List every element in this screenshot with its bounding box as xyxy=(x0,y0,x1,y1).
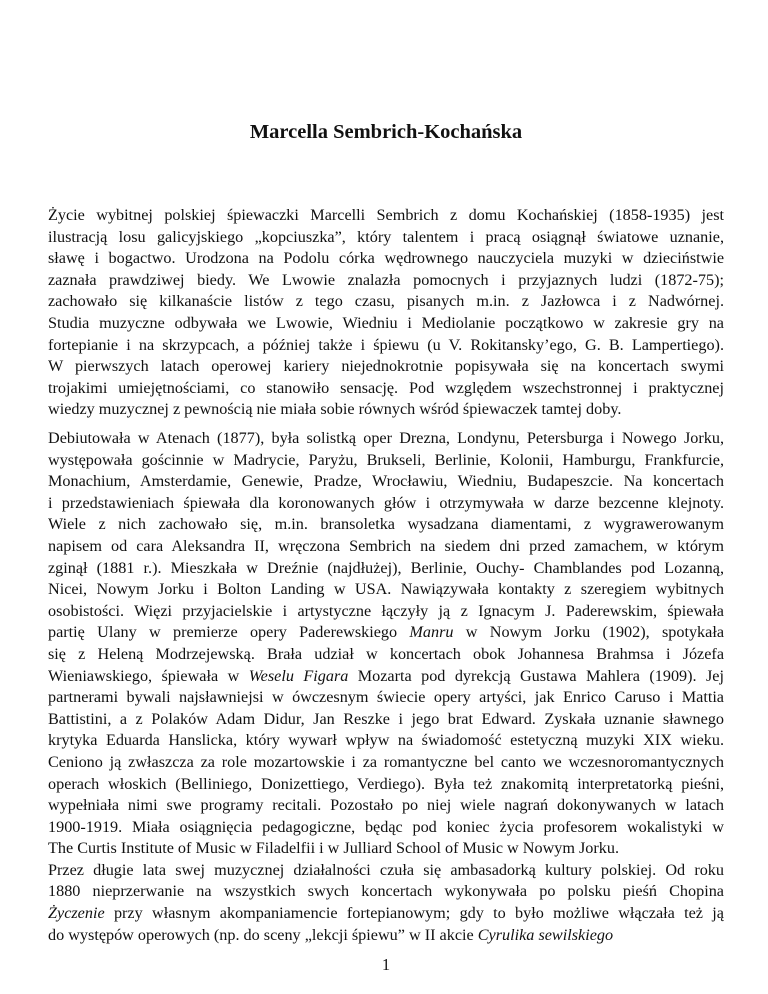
text-line: 1880 nieprzerwanie na wszystkich swych koncertach wykonywała po polsku pieśń Chopina xyxy=(48,882,724,901)
text-line: i przedstawieniach śpiewała dla koronowanych głów i otrzymywała w darze bezcenne klejnoty. xyxy=(48,493,724,512)
text-line xyxy=(48,903,724,925)
page-number: 1 xyxy=(381,955,391,974)
text-line: wiedzy muzycznej z pewnością nie miała sobie równych wśród śpiewaczek tamtej doby. xyxy=(48,400,622,419)
text-line: napisem od cara Aleksandra II, wręczona Sembrich na siedem dni przed zamachem, w którym xyxy=(48,536,724,555)
text-line: zachowało się kilkanaście listów z tego czasu, pisanych m.in. z Jazłowca i z Nadwórnej. xyxy=(48,292,724,311)
text-line: Nicei, Nowym Jorku i Bolton Landing w USA. Nawiązywała kontakty z szeregiem wybitnych xyxy=(48,580,724,599)
text-line: trojakimi umiejętnościami, co stanowiło sensację. Pod względem wszechstronnej i praktycznej xyxy=(48,378,724,397)
text-run: Wieniawskiego, śpiewała w xyxy=(48,666,249,685)
text-line: osobistości. Więzi przyjacielskie i artystyczne łączyły ją z Ignacym J. Paderewskim, śpiewała xyxy=(48,601,724,620)
text-line: partnerami bywali najsławniejsi w ówczesnym świecie opery artyści, jak Enrico Caruso i Mattia xyxy=(48,688,724,707)
text-line: The Curtis Institute of Music w Filadelfii i w Julliard School of Music w Nowym Jorku. xyxy=(48,839,620,858)
text-line: Studia muzyczne odbywała we Lwowie, Wiedniu i Mediolanie początkowo w zakresie gry na xyxy=(48,313,724,332)
text-line: W pierwszych latach operowej kariery niejednokrotnie popisywała się na koncertach swymi xyxy=(48,357,724,376)
text-line: wypełniała nimi swe programy recitali. Pozostało po niej wiele nagrań dokonywanych w latach xyxy=(48,796,724,815)
text-line: Battistini, a z Polaków Adam Didur, Jan Reszke i jego brat Edward. Zyskała uznanie sławnego xyxy=(48,709,724,728)
text-line: fortepianie i na skrzypcach, a później także i śpiewu (u V. Rokitansky’ego, G. B. Lampertiego). xyxy=(48,335,724,354)
text-line: zginął (1881 r.). Mieszkała w Dreźnie (najdłużej), Berlinie, Ouchy- Chamblandes pod Lozanną, xyxy=(48,558,724,577)
song-title-zyczenie: Życzenie xyxy=(48,904,105,923)
text-run: przy własnym akompaniamencie fortepianowym; gdy to było możliwe włączała też ją xyxy=(104,904,724,923)
text-line: Debiutowała w Atenach (1877), była solistką oper Drezna, Londynu, Petersburga i Nowego Jorku, xyxy=(48,429,724,447)
text-line: się z Heleną Modrzejewską. Brała udział w koncertach obok Johannesa Brahmsa i Józefa xyxy=(48,644,724,663)
text-line xyxy=(48,666,724,688)
text-line: Ceniono ją zwłaszcza za role mozartowskie i za romantyczne bel canto we wczesnoromantycznych xyxy=(48,752,724,771)
paragraph-intro xyxy=(48,205,724,421)
text-line xyxy=(48,622,724,644)
text-line: Życie wybitnej polskiej śpiewaczki Marcelli Sembrich z domu Kochańskiej (1858-1935) jest xyxy=(48,206,724,224)
text-run: partię Ulany w premierze opery Paderewskiego xyxy=(48,623,410,642)
opera-title-wesele-figara: Weselu Figara xyxy=(248,666,349,685)
text-line: Przez długie lata swej muzycznej działalności czuła się ambasadorką kultury polskiej. Od roku xyxy=(48,860,724,879)
text-line: Wiele z nich zachowało się, m.in. bransoletka wysadzana diamentami, z wygrawerowanym xyxy=(48,515,724,534)
text-run: w Nowym Jorku (1902), spotykała xyxy=(453,623,724,642)
text-line: ilustracją losu galicyjskiego „kopciuszka”, który talentem i pracą osiągnął światowe uznanie, xyxy=(48,227,724,246)
text-line: występowała gościnnie w Madrycie, Paryżu, Brukseli, Berlinie, Kolonii, Hamburgu, Frankfurcie, xyxy=(48,450,724,469)
paragraph-career xyxy=(48,428,724,946)
text-run: Mozarta pod dyrekcją Gustawa Mahlera (1909). Jej xyxy=(348,666,724,685)
page-title: Marcella Sembrich-Kochańska xyxy=(249,121,523,143)
text-line xyxy=(48,925,724,947)
text-line: operach włoskich (Belliniego, Donizettiego, Verdiego). Była też znakomitą interpretatorką pieśni, xyxy=(48,774,724,793)
document-page xyxy=(48,0,724,994)
text-line: zaznała prawdziwej biedy. We Lwowie znalazła pomocnych i przyjaznych ludzi (1872-75); xyxy=(48,270,724,289)
opera-title-cyrulik: Cyrulika sewilskiego xyxy=(477,925,614,944)
text-run: do występów operowych (np. do sceny „lekcji śpiewu” w II akcie xyxy=(48,925,478,944)
text-line: krytyka Eduarda Hanslicka, który wywarł wpływ na świadomość estetyczną muzyki XIX wieku. xyxy=(48,731,724,750)
opera-title-manru: Manru xyxy=(409,623,454,642)
text-line: sławę i bogactwo. Urodzona na Podolu córka wędrownego nauczyciela muzyki w dzieciństwie xyxy=(48,249,724,268)
text-line: Monachium, Amsterdamie, Genewie, Pradze, Wrocławiu, Wiedniu, Budapeszcie. Na koncertach xyxy=(48,472,724,491)
text-line: 1900-1919. Miała osiągnięcia pedagogiczne, będąc pod koniec życia profesorem wokalistyki w xyxy=(48,817,724,836)
